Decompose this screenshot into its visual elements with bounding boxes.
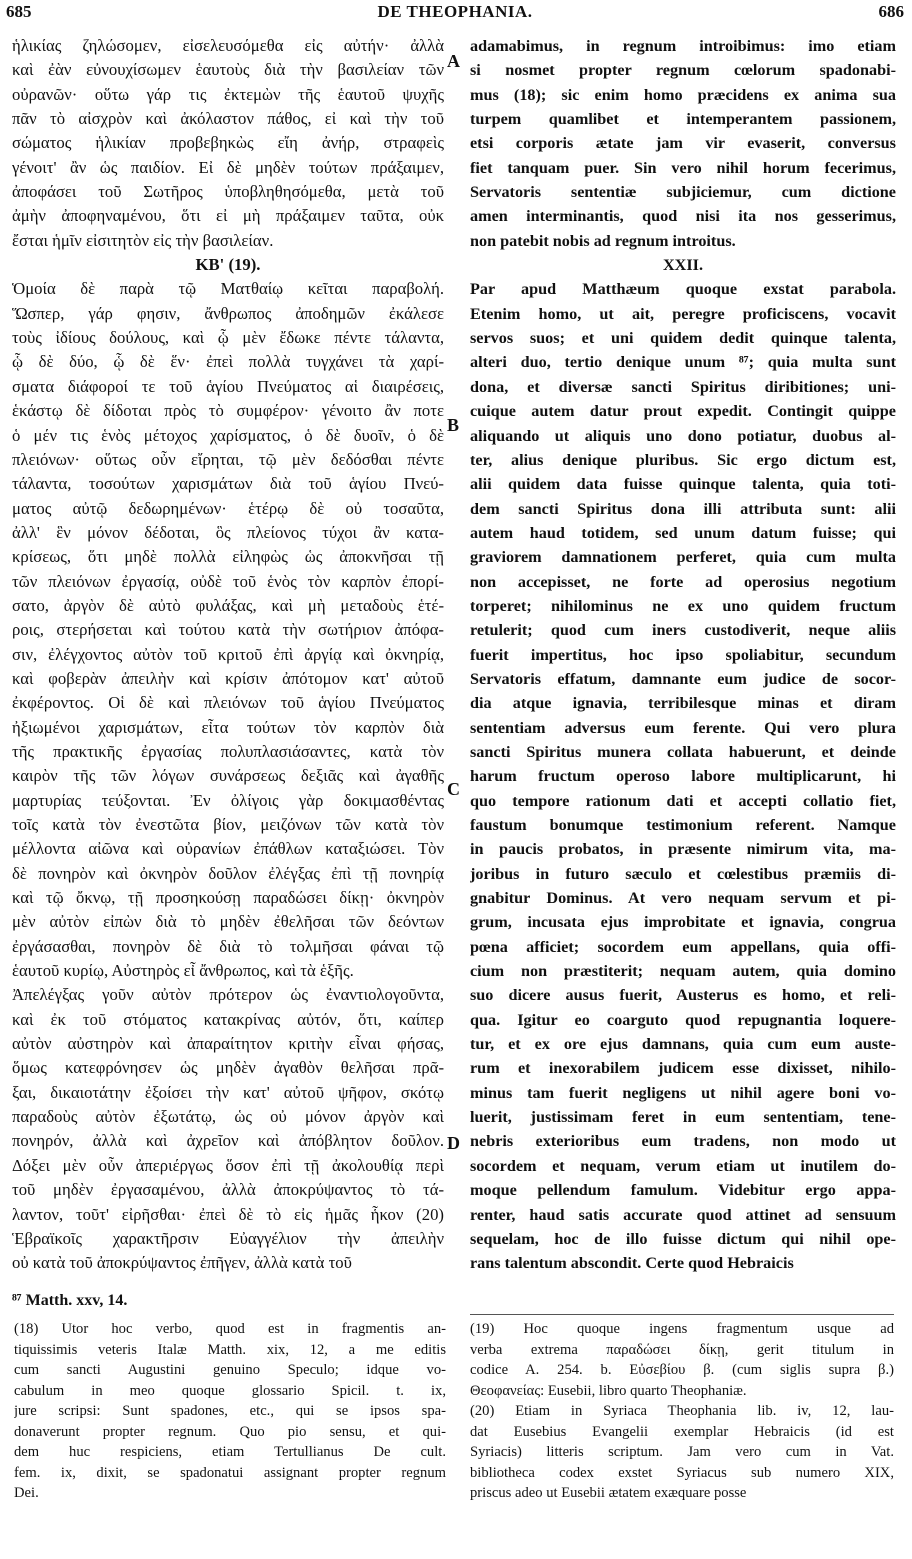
greek-text-line: ἐκφέροντος. Οἱ δὲ καὶ πλειόνων τοῦ ἁγίου Πνεύματος bbox=[12, 693, 444, 713]
footnote-line: dem huc respiciens, etiam Tertullianus De cult. bbox=[14, 1444, 446, 1460]
footnote-line: donaverunt propter regnum. Quo pio sensu, et qui- bbox=[14, 1423, 446, 1440]
latin-text-line: cium non præstiterit; nequam autem, quia domino bbox=[470, 962, 896, 981]
greek-text-line: τοῦ μηδὲν ἐργασαμένου, ἀλλὰ ἀποκρύψαντος τὸ τά- bbox=[12, 1180, 444, 1200]
footnote-line: verba extrema παραδώσει δίκῃ, gerit titulum in bbox=[470, 1341, 894, 1358]
latin-text-line: turpem quamlibet et intemperantem passionem, bbox=[470, 110, 896, 129]
latin-text-line: luerit, justissimam feret in eum sententiam, tene- bbox=[470, 1108, 896, 1127]
latin-text-line: grum, incusata ejus improbitate et ignavia, congrua bbox=[470, 913, 896, 932]
footnote-line: fem. ix, dixit, se spadonatui assignant propter regnum bbox=[14, 1464, 446, 1481]
latin-text-line: amen interminantis, quod nisi ita nos gesserimus, bbox=[470, 207, 896, 226]
latin-text-line: ter, alius denique pluribus. Sic ergo dictum est, bbox=[470, 450, 896, 469]
latin-text-line: qua. Igitur eo coarguto quod repugnantia loquere- bbox=[470, 1010, 896, 1029]
greek-text-line: αὐτὸν αὐστηρὸν καὶ ἀπαραίτητον κριτὴν εἶναι φήσας, bbox=[12, 1034, 444, 1054]
latin-text-line: sententiam adversus eum ferente. Qui vero plura bbox=[470, 718, 896, 737]
footnote-line: jure scripsi: Sunt spadones, etc., qui se ipsos spa- bbox=[14, 1403, 446, 1419]
footnote-line: Syriacis) litteris scriptum. Jam vero cum in Vat. bbox=[470, 1444, 894, 1460]
footnote-line: (19) Hoc quoque ingens fragmentum usque ad bbox=[470, 1321, 894, 1337]
greek-text-line: τοὺς ἰδίους δούλους, καὶ ᾧ μὲν ἔδωκε πέντε τάλαντα, bbox=[12, 328, 444, 348]
latin-text-line: fiet tanquam puer. Sin vero nihil horum fecerimus, bbox=[470, 158, 896, 177]
latin-text-line: joribus in futuro sæculo et cœlestibus præmiis di- bbox=[470, 864, 896, 883]
greek-text-line: καὶ τῷ ὄκνῳ, τῇ προσηκούσῃ παραδώσει δίκῃ· ὀκνηρὸν bbox=[12, 888, 444, 908]
footnote-line: (20) Etiam in Syriaca Theophania lib. iv, 12, lau- bbox=[470, 1403, 894, 1419]
footnote-line: (18) Utor hoc verbo, quod est in fragmentis an- bbox=[14, 1321, 446, 1337]
greek-text-line: πᾶν τὸ αἰσχρὸν καὶ ἀκόλαστον πάθος, εἰ καὶ τὴν τοῦ bbox=[12, 109, 444, 129]
latin-text-line: Par apud Matthæum quoque exstat parabola. bbox=[470, 280, 896, 299]
greek-text-line: ἔσται ἡμῖν εἰσιτητὸν εἰς τὴν βασιλείαν. bbox=[12, 230, 274, 250]
latin-text-line: aliquando ut aliquis uno dono potiatur, duobus al- bbox=[470, 426, 896, 445]
greek-text-line: ὅμως κατεφρόνησεν ὡς μηδὲν ἀγαθὸν θελῆσαι πρᾶ- bbox=[12, 1058, 444, 1078]
greek-text-line: δὲ πονηρὸν καὶ ὀκνηρὸν δοῦλον ἐλέγξας ἐπὶ τῇ πονηρίᾳ bbox=[12, 863, 444, 883]
footnote-line: Dei. bbox=[14, 1485, 39, 1501]
left-page-number: 685 bbox=[6, 2, 32, 21]
latin-text-line: dem sancti Spiritus dona illi attributa sunt: alii bbox=[470, 499, 896, 518]
greek-text-line: ἐργάσασθαι, πονηρὸν δὲ διὰ τὸ τολμῆσαι φάναι τῷ bbox=[12, 936, 444, 956]
latin-text-line: rans talentum abscondit. Certe quod Hebraicis bbox=[470, 1254, 794, 1273]
greek-text-line: μὲν αὐτὸν εἰπὼν διὰ τὸ μηδὲν ἐθελῆσαι τῶν δεόντων bbox=[12, 912, 444, 932]
latin-text-line: XXII. bbox=[662, 256, 704, 275]
greek-text-line: πονηρόν, ἀλλὰ καὶ ἀχρεῖον καὶ ἀπόβλητον δοῦλον. bbox=[12, 1131, 444, 1151]
greek-text-line: τοῖς κατὰ τὸν ἐνεστῶτα βίον, μειζόνων τῶν κατὰ τὸν bbox=[12, 815, 444, 834]
footnote-line: Θεοφανείας: Eusebii, libro quarto Theophaniæ. bbox=[470, 1382, 747, 1399]
greek-text-line: ἠξιωμένοι χαρισμάτων, εἶτα τούτων τὸν καρπὸν διὰ bbox=[12, 717, 444, 737]
latin-text-line: sancti Spiritus munera collata habuerunt, et deinde bbox=[470, 742, 896, 761]
greek-text-line: ἑκάστῳ δὲ δίδοται πρὸς τὸ συμφέρον· γένοιτο ἂν ποτε bbox=[12, 401, 444, 421]
footnote-line: cum sancti Augustini genuino Speculo; idque vo- bbox=[14, 1362, 446, 1378]
latin-text-line: Etenim homo, ut ait, peregre proficiscens, vocavit bbox=[470, 304, 896, 323]
latin-text-line: sequelam, hoc de illo fuisse dictum qui nihil ope- bbox=[470, 1229, 896, 1248]
greek-text-line: πλειόνων· οὕτως οὖν εἴρηται, τῷ μὲν δεδόσθαι πέντε bbox=[12, 449, 444, 469]
footnote-line: tiquissimis veteris Italæ Matth. xix, 12, a me editis bbox=[14, 1341, 446, 1358]
greek-text-line: καὶ φοβερὰν ἀπειλὴν καὶ κρίσιν ἀπότομον κατ' αὐτοῦ bbox=[12, 668, 444, 688]
margin-marker-d: D bbox=[447, 1133, 460, 1153]
footnote-line: codice A. 254. b. Εὐσεβίου β. (cum siglis supra β.) bbox=[470, 1362, 894, 1378]
latin-text-line: quo tempore rationum dati et accepti collatio fiet, bbox=[470, 791, 896, 810]
latin-text-line: nebris exterioribus eum tradens, non modo ut bbox=[470, 1132, 896, 1151]
latin-text-line: torperet; nihilominus ne ex uno quidem fructum bbox=[470, 596, 896, 615]
latin-text-line: alteri duo, tertio denique unum ⁸⁷; quia multa sunt bbox=[470, 353, 896, 372]
greek-text-line: μαρτυρίας τεύξονται. Ἐν ὀλίγοις γὰρ δοκιμασθέντας bbox=[12, 790, 444, 810]
footnote-line: cabulum in meo quoque glossario Spicil. t. ix, bbox=[14, 1382, 446, 1399]
greek-text-line: ἡλικίας ζηλώσομεν, εἰσελευσόμεθα εἰς αὐτήν· ἀλλὰ bbox=[12, 36, 444, 55]
greek-text-line: τῆς πρακτικῆς ἐργασίας πολυπλασιάσαντες, κατὰ τὸν bbox=[12, 741, 444, 761]
latin-text-line: autem haud totidem, sed unum datum fuisse; qui bbox=[470, 523, 896, 542]
latin-text-line: tur, et ex ore ejus damnans, quia cum eum auste- bbox=[470, 1035, 896, 1054]
latin-text-line: rum et inexorabilem judicem esse dixisset, nihilo- bbox=[470, 1059, 896, 1078]
greek-text-line: ἑαυτοῦ κυρίῳ, Αὐστηρὸς εἶ ἄνθρωπος, καὶ τὰ ἑξῆς. bbox=[12, 961, 354, 981]
greek-text-line: λαντον, τοῦτ' εἰρῆσθαι· ἐπεὶ δὲ τὸ εἰς ἡμᾶς ἧκον (20) bbox=[12, 1204, 444, 1224]
greek-text-line: γένοιτ' ἂν ὡς παιδίον. Εἰ δὲ μηδὲν τούτων πράξαιμεν, bbox=[12, 157, 444, 177]
latin-text-line: alii quidem data fuisse quinque talenta, quia toti- bbox=[470, 475, 896, 494]
latin-column bbox=[470, 34, 896, 1276]
greek-text-line: ἀμὴν ἀποφηναμένου, ὅτι εἰ μὴ πράξαιμεν ταῦτα, οὐκ bbox=[12, 206, 444, 226]
latin-text-line: minus tam fuerit negligens ut nihil agere boni vo- bbox=[470, 1083, 896, 1102]
greek-text-line: Ἑβραϊκοῖς χαρακτῆρσιν Εὐαγγέλιον τὴν ἀπειλὴν bbox=[12, 1228, 444, 1248]
latin-text-line: gnabitur Dominus. At vero nequam servum et pi- bbox=[470, 889, 896, 908]
greek-text-line: καιρὸν τῆς τῶν λόγων συνάρσεως δεξιᾶς καὶ ἀγαθῆς bbox=[12, 766, 444, 786]
latin-text-line: Servatoris effatum, damnante eum judice de socor- bbox=[470, 669, 896, 688]
latin-text-line: suo dicere ausus fuerit, Austerus es homo, et reli- bbox=[470, 986, 896, 1005]
greek-footnote-reference: ⁸⁷ Matth. xxv, 14. bbox=[12, 1292, 128, 1309]
latin-text-line: moque pellendum famulum. Videbitur ergo appa- bbox=[470, 1181, 896, 1200]
footnote-line: priscus adeo ut Eusebii ætatem exæquare posse bbox=[470, 1485, 747, 1501]
greek-text-line: ξαι, δικαιοτάτην ἐξοίσει τὴν κατ' αὐτοῦ ψῆφον, σκότῳ bbox=[12, 1082, 444, 1102]
margin-marker-b: B bbox=[447, 415, 460, 435]
latin-text-line: in paucis probatos, in præsente nimirum vita, ma- bbox=[470, 840, 896, 859]
latin-text-line: socordem et nequam, verum etiam ut inutilem do- bbox=[470, 1156, 896, 1175]
latin-text-line: renter, haud satis accurate quod attinet ad sensuum bbox=[470, 1205, 896, 1224]
greek-text-line: ᾧ δὲ δύο, ᾧ δὲ ἕν· ἐπεὶ πολλὰ τυγχάνει τὰ χαρί- bbox=[12, 352, 444, 372]
greek-text-line: Ἀπελέγξας γοῦν αὐτὸν πρότερον ὡς ἐναντιολογοῦντα, bbox=[12, 985, 444, 1005]
latin-text-line: pœna afficiet; socordem eum appellans, quia offi- bbox=[470, 937, 896, 956]
greek-text-line: κρίσεως, ὅτι μηδὲ πολλὰ εἰληφὼς ὡς ἀποκνῆσαι τῇ bbox=[12, 547, 444, 567]
latin-text-line: retulerit; quod cum iners custodiverit, neque aliis bbox=[470, 621, 896, 640]
greek-text-line: Ὁμοία δὲ παρὰ τῷ Ματθαίῳ κεῖται παραβολή. bbox=[12, 279, 444, 299]
greek-text-line: ὁ μέν τις ἑνὸς μέτοχος χαρίσματος, ὁ δὲ δυοῖν, ὁ δὲ bbox=[12, 425, 444, 445]
latin-text-line: harum fructum operoso labore multiplicarunt, hi bbox=[470, 767, 896, 786]
latin-text-line: dia atque ignavia, terribilesque minas et diram bbox=[470, 694, 896, 713]
latin-text-line: faustum bonumque testimonium referent. Namque bbox=[470, 816, 896, 834]
greek-text-line: οὐρανῶν· οὕτω γάρ τις ἐκτεμὼν τῆς ἑαυτοῦ ψυχῆς bbox=[12, 84, 444, 104]
notes-right bbox=[470, 1319, 894, 1504]
notes-left bbox=[14, 1319, 446, 1504]
greek-text-line: σιν, ἐλέγχοντος αὐτὸν τοῦ κριτοῦ ἐπὶ ἀργίᾳ καὶ ὀκνηρίᾳ, bbox=[12, 644, 444, 664]
latin-text-line: adamabimus, in regnum introibimus: imo etiam bbox=[470, 37, 896, 55]
greek-text-line: οὐ κατὰ τοῦ ἀποκρύψαντος ἐπῆγεν, ἀλλὰ κατὰ τοῦ bbox=[12, 1253, 352, 1273]
margin-marker-c: C bbox=[447, 779, 460, 799]
running-header bbox=[6, 0, 904, 24]
latin-text-line: non accepisset, ne forte ad operosius negotium bbox=[470, 572, 896, 591]
footnote-line: bibliotheca codex exstet Syriacus sub numero XIX, bbox=[470, 1464, 894, 1481]
latin-text-line: graviorem damnationem perferet, quia cum multa bbox=[470, 548, 896, 567]
greek-text-line: παραδοὺς αὐτὸν ἐξωτάτῳ, ὡς οὐ μόνον ἀργὸν καὶ bbox=[12, 1107, 444, 1127]
greek-text-line: καὶ ἐὰν εὐνουχίσωμεν ἑαυτοὺς διὰ τὴν βασιλείαν τῶν bbox=[12, 60, 444, 80]
right-page-number: 686 bbox=[878, 2, 904, 21]
latin-text-line: si nosmet propter regnum cœlorum spadonabi- bbox=[470, 61, 896, 80]
footnote-line: dat Eusebius Evangelii exemplar Hebraicis (id est bbox=[470, 1423, 894, 1440]
greek-text-line: σώματος ἡλικίαν προβεβηκὼς εἴη ἀνήρ, στραφεὶς bbox=[12, 133, 444, 153]
latin-text-line: mus (18); sic enim homo præcidens ex anima sua bbox=[470, 85, 896, 104]
greek-text-line: τῶν πλειόνων ἐργασίᾳ, οὐδὲ τοῦ ἑνὸς τὸν καρπὸν ἐπορί- bbox=[12, 571, 444, 591]
greek-column bbox=[12, 34, 444, 1276]
latin-text-line: dona, et diversæ sancti Spiritus diribitiones; uni- bbox=[470, 377, 896, 396]
latin-text-line: etsi corporis ætate jam vir evaserit, conversus bbox=[470, 134, 896, 153]
running-title: DE THEOPHANIA. bbox=[377, 2, 533, 21]
greek-text-line: σματα διάφοροί τε τοῦ ἁγίου Πνεύματος αἱ διαιρέσεις, bbox=[12, 376, 444, 396]
greek-text-line: ροις, στερήσεται καὶ τούτου κατὰ τὴν σωτήριον ἀπόφα- bbox=[12, 620, 444, 640]
greek-text-line: Δόξει μὲν οὖν ἀπεριέργως ὅσον ἐπὶ τῇ ἀκολουθίᾳ περὶ bbox=[12, 1155, 444, 1175]
greek-text-line: ΚΒ' (19). bbox=[195, 255, 261, 275]
notes-divider bbox=[470, 1314, 894, 1315]
greek-text-line: Ὥσπερ, γάρ φησιν, ἄνθρωπος ἀποδημῶν ἐκάλεσε bbox=[12, 303, 444, 323]
latin-text-line: Servatoris sententiæ subjiciemur, cum dictione bbox=[470, 183, 896, 202]
greek-text-line: ἀποφάσει τοῦ Σωτῆρος ὑποβληθησόμεθα, μετὰ τοῦ bbox=[12, 182, 444, 202]
latin-text-line: servos suos; et uni quidem dedit quinque talenta, bbox=[470, 329, 896, 348]
greek-text-line: μέλλοντα αἰῶνα καὶ οὐρανίων ἐπάθλων καταξιώσει. Τὸν bbox=[12, 839, 444, 859]
greek-text-line: ματος αὐτῷ δεδωρημένων· ἑτέρῳ δὲ οὐ τοσαῦτα, bbox=[12, 498, 444, 518]
greek-text-line: ἀλλ' ἓν μόνον δέδοται, ὃς πλείονος τύχοι ἂν κατα- bbox=[12, 522, 444, 542]
greek-text-line: καὶ ἐκ τοῦ στόματος κατακρίνας αὐτόν, ὅτι, καίπερ bbox=[12, 1009, 444, 1029]
greek-text-line: σατο, ἀργὸν δὲ αὐτὸ φυλάξας, καὶ μὴ μεταδοὺς ἑτέ- bbox=[12, 595, 444, 615]
latin-text-line: non patebit nobis ad regnum introitus. bbox=[470, 231, 736, 250]
margin-marker-a: A bbox=[447, 51, 460, 71]
latin-text-line: fuerit impertitus, hoc ipso spoliabitur, secundum bbox=[470, 645, 896, 664]
latin-text-line: cuique autem datur prout expedit. Contingit quippe bbox=[470, 402, 896, 421]
greek-text-line: τάλαντα, τοσούτων χαρισμάτων διὰ τοῦ ἁγίου Πνεύ- bbox=[12, 474, 444, 494]
